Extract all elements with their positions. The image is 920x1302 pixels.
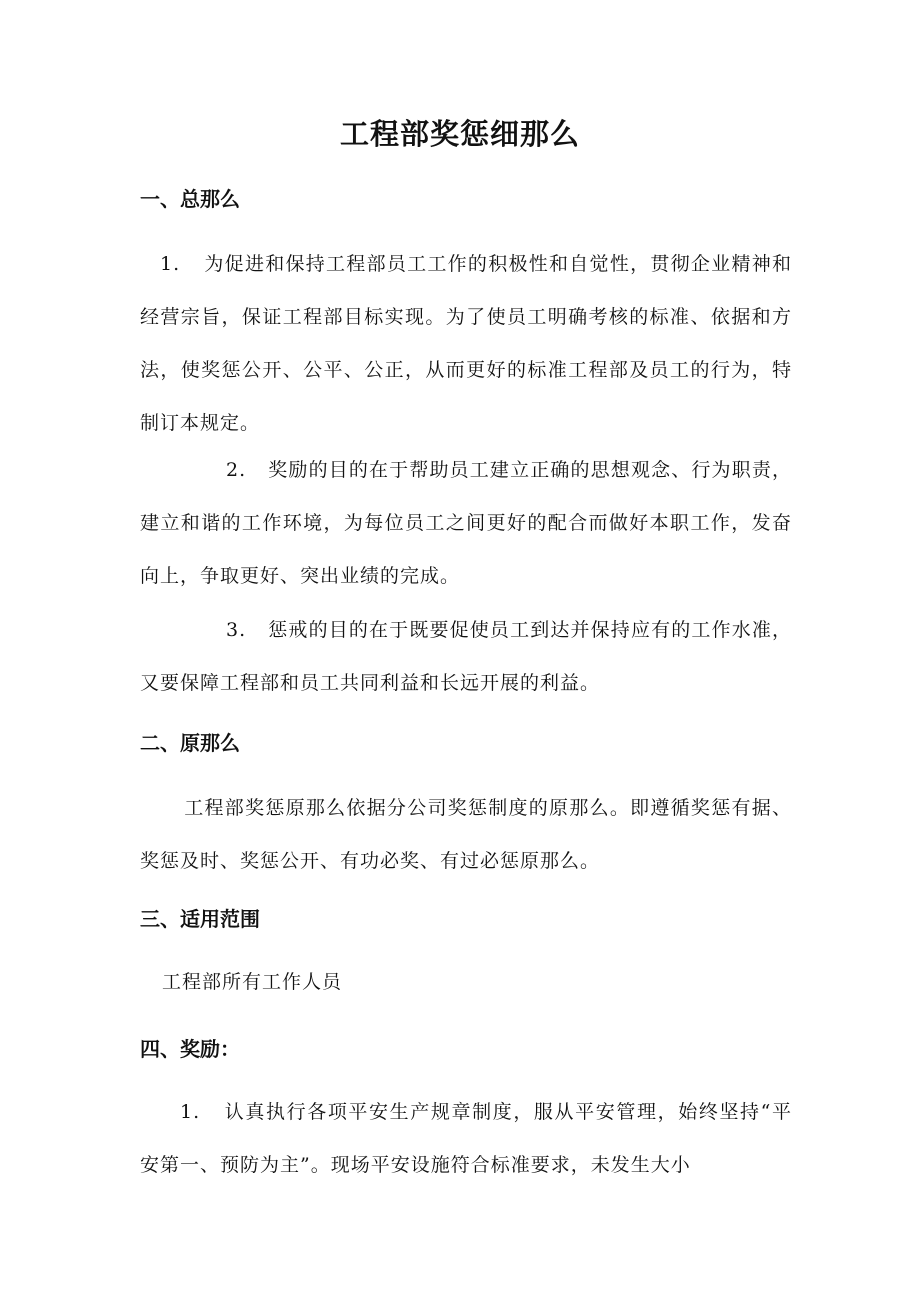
- paragraph-text: 奖励的目的在于帮助员工建立正确的思想观念、行为职责，建立和谐的工作环境，为每位员工之间更好的配合而做好本职工作，发奋向上，争取更好、突出业绩的完成。: [140, 459, 792, 587]
- paragraph-text: 为促进和保持工程部员工工作的积极性和自觉性，贯彻企业精神和经营宗旨，保证工程部目标实现。为了使员工明确考核的标准、依据和方法，使奖惩公开、公平、公正，从而更好的标准工程部及员工的行为，特制订本规定。: [140, 253, 792, 434]
- paragraph-principles: [140, 782, 792, 888]
- paragraph-number: 1.: [180, 1101, 201, 1123]
- paragraph-general-2: [140, 444, 792, 603]
- section-heading-rewards: 四、奖励：: [140, 1037, 240, 1061]
- paragraph-text: 工程部奖惩原那么依据分公司奖惩制度的原那么。即遵循奖惩有据、奖惩及时、奖惩公开、有功必奖、有过必惩原那么。: [140, 797, 792, 872]
- paragraph-text: 惩戒的目的在于既要促使员工到达并保持应有的工作水准，又要保障工程部和员工共同利益和长远开展的利益。: [140, 619, 792, 694]
- paragraph-text: 工程部所有工作人员: [162, 971, 343, 993]
- paragraph-general-1: [140, 238, 792, 450]
- section-heading-general: 一、总那么: [140, 187, 240, 211]
- paragraph-number: 3.: [226, 619, 247, 641]
- paragraph-scope: [140, 956, 792, 1009]
- paragraph-number: 1.: [160, 253, 181, 275]
- section-heading-scope: 三、适用范围: [140, 907, 260, 931]
- paragraph-number: 2.: [226, 459, 247, 481]
- section-heading-principles: 二、原那么: [140, 731, 240, 755]
- document-title: 工程部奖惩细那么: [339, 117, 580, 151]
- paragraph-rewards-1: [140, 1086, 792, 1192]
- paragraph-general-3: [140, 604, 792, 710]
- paragraph-text: 认真执行各项平安生产规章制度，服从平安管理，始终坚持“平安第一、预防为主”。现场平安设施符合标准要求，未发生大小: [140, 1101, 792, 1176]
